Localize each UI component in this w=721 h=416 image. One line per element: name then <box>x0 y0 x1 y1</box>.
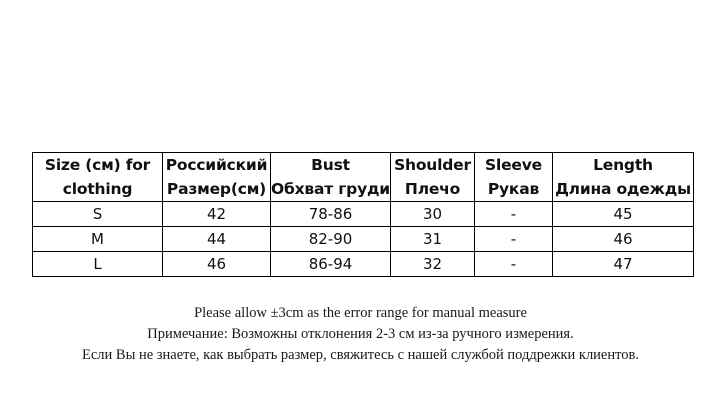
cell-bust: 78-86 <box>271 202 391 227</box>
header-label-line1: Bust <box>311 156 350 174</box>
cell-russian-size: 44 <box>163 227 271 252</box>
note-measurement-deviation: Примечание: Возможны отклонения 2-3 см из-за ручного измерения. <box>147 326 574 342</box>
header-label-line1: Российский <box>165 156 268 174</box>
cell-shoulder: 31 <box>391 227 475 252</box>
header-label-line2: Обхват груди <box>271 180 390 198</box>
header-sleeve <box>475 153 553 202</box>
cell-sleeve: - <box>475 202 553 227</box>
cell-size: M <box>33 227 163 252</box>
header-label-line2: Длина одежды <box>555 180 691 198</box>
note-error-range: Please allow ±3cm as the error range for manual measure <box>194 305 527 321</box>
cell-size: L <box>33 252 163 277</box>
header-label-line2: clothing <box>62 180 133 198</box>
cell-sleeve: - <box>475 252 553 277</box>
cell-bust: 86-94 <box>271 252 391 277</box>
header-label-line1: Length <box>593 156 653 174</box>
cell-length: 47 <box>553 252 694 277</box>
cell-russian-size: 46 <box>163 252 271 277</box>
cell-length: 46 <box>553 227 694 252</box>
header-size-clothing <box>33 153 163 202</box>
cell-shoulder: 32 <box>391 252 475 277</box>
cell-bust: 82-90 <box>271 227 391 252</box>
header-label-line2: Плечо <box>404 180 461 198</box>
table-row-s <box>33 202 694 227</box>
header-label-line2: Размер(см) <box>166 180 267 198</box>
cell-sleeve: - <box>475 227 553 252</box>
header-russian-size <box>163 153 271 202</box>
cell-length: 45 <box>553 202 694 227</box>
header-bust <box>271 153 391 202</box>
header-label-line1: Size (см) for <box>44 156 151 174</box>
cell-shoulder: 30 <box>391 202 475 227</box>
size-chart-table <box>32 152 694 277</box>
header-label-line1: Sleeve <box>485 156 542 174</box>
table-row-l <box>33 252 694 277</box>
note-contact-support: Если Вы не знаете, как выбрать размер, свяжитесь с нашей службой поддрежки клиентов. <box>82 347 639 363</box>
header-length <box>553 153 694 202</box>
header-label-line1: Shoulder <box>394 156 471 174</box>
table-row-m <box>33 227 694 252</box>
header-shoulder <box>391 153 475 202</box>
cell-size: S <box>33 202 163 227</box>
header-label-line2: Рукав <box>487 180 540 198</box>
table-header-row <box>33 153 694 202</box>
measurement-notes <box>0 303 721 366</box>
cell-russian-size: 42 <box>163 202 271 227</box>
